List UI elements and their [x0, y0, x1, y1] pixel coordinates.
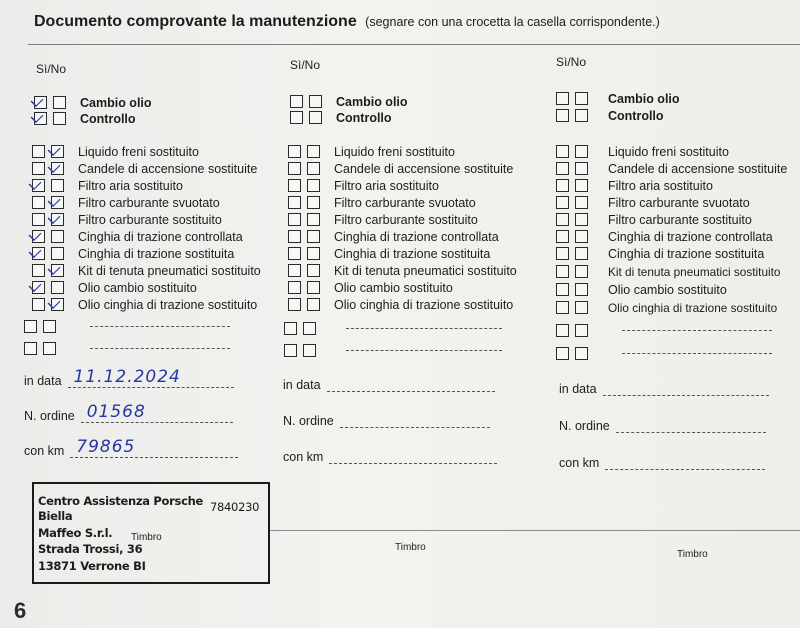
checkbox-no[interactable] [307, 298, 320, 311]
checkbox-no[interactable] [307, 264, 320, 277]
checkbox-si[interactable] [284, 344, 297, 357]
date-field [24, 367, 234, 388]
row-blank [556, 322, 772, 339]
km-label: con km [559, 456, 600, 470]
checkbox-no[interactable] [307, 281, 320, 294]
page-number: 6 [14, 598, 27, 623]
row-controllo [290, 109, 392, 126]
title-main: Documento comprovante la manutenzione [34, 13, 357, 30]
km-label: con km [283, 450, 324, 464]
checkbox-no[interactable] [303, 344, 316, 357]
item-label: Olio cambio sostituito [608, 282, 727, 297]
blank-line[interactable] [622, 353, 772, 354]
checkbox-si[interactable] [32, 179, 45, 192]
stamp-line-4: Strada Trossi, 36 [38, 542, 143, 556]
checkbox-si[interactable] [556, 283, 569, 296]
order-input[interactable] [81, 402, 233, 423]
item-label: Kit di tenuta pneumatici sostituito [334, 263, 517, 278]
date-input[interactable] [327, 377, 495, 392]
row-item [32, 177, 183, 194]
checkbox-si[interactable] [32, 162, 45, 175]
row-item [288, 228, 499, 245]
checkbox-si[interactable] [556, 145, 569, 158]
km-field [24, 437, 238, 458]
item-label: Filtro aria sostituito [78, 178, 183, 193]
row-item [556, 211, 752, 228]
date-field [559, 381, 769, 396]
checkbox-no[interactable] [51, 213, 64, 226]
stamp-line-2: Biella [38, 509, 73, 523]
item-label: Liquido freni sostituito [608, 144, 729, 159]
item-label: Candele di accensione sostituite [78, 161, 258, 176]
date-label: in data [559, 382, 597, 396]
checkbox-no[interactable] [51, 230, 64, 243]
item-label: Kit di tenuta pneumatici sostituito [608, 264, 781, 279]
checkbox-si[interactable] [556, 265, 569, 278]
checkbox-no[interactable] [307, 196, 320, 209]
row-item [288, 143, 455, 160]
checkbox-si[interactable] [32, 281, 45, 294]
checkbox-no[interactable] [575, 179, 588, 192]
checkbox-si[interactable] [556, 92, 569, 105]
checkbox-si[interactable] [556, 324, 569, 337]
date-input[interactable] [603, 381, 769, 396]
blank-line[interactable] [346, 350, 502, 351]
item-label: Olio cinghia di trazione sostituito [334, 297, 514, 312]
checkbox-no[interactable] [575, 230, 588, 243]
date-handwritten: 11.12.2024 [73, 367, 181, 387]
item-label: Cambio olio [80, 95, 152, 110]
row-item [288, 279, 453, 296]
item-label: Olio cinghia di trazione sostituito [78, 297, 258, 312]
checkbox-no[interactable] [575, 265, 588, 278]
checkbox-si[interactable] [34, 112, 47, 125]
checkbox-si[interactable] [556, 213, 569, 226]
checkbox-no[interactable] [575, 162, 588, 175]
checkbox-no[interactable] [53, 96, 66, 109]
item-label: Liquido freni sostituito [78, 144, 199, 159]
row-item [32, 262, 261, 279]
item-label: Cambio olio [336, 94, 408, 109]
order-field [283, 413, 490, 428]
date-label: in data [283, 378, 321, 392]
row-item [288, 177, 439, 194]
date-label: in data [24, 374, 62, 388]
header-si-no: Sì/No [556, 55, 587, 69]
row-blank [24, 340, 230, 357]
checkbox-si[interactable] [32, 264, 45, 277]
km-input[interactable] [70, 437, 238, 458]
header-si-no: Sì/No [290, 58, 321, 72]
checkbox-no[interactable] [575, 324, 588, 337]
item-label: Filtro carburante sostituito [334, 212, 478, 227]
checkbox-no[interactable] [575, 247, 588, 260]
checkbox-no[interactable] [51, 247, 64, 260]
header-si-no: Sì/No [36, 62, 67, 76]
checkbox-no[interactable] [307, 145, 320, 158]
row-item [32, 228, 243, 245]
checkbox-si[interactable] [290, 111, 303, 124]
km-handwritten: 79865 [76, 437, 136, 457]
item-label: Cinghia di trazione sostituita [334, 246, 491, 261]
date-input[interactable] [68, 367, 234, 388]
checkbox-si[interactable] [556, 109, 569, 122]
row-blank [284, 342, 502, 359]
row-item [556, 228, 773, 245]
row-item [288, 245, 490, 262]
checkbox-no[interactable] [307, 247, 320, 260]
checkbox-si[interactable] [32, 196, 45, 209]
order-label: N. ordine [283, 414, 334, 428]
checkbox-si[interactable] [24, 320, 37, 333]
row-cambio-olio [34, 94, 152, 111]
item-label: Olio cinghia di trazione sostituito [608, 300, 778, 315]
page-title [34, 13, 660, 31]
checkbox-no[interactable] [307, 213, 320, 226]
item-label: Cinghia di trazione controllata [78, 229, 243, 244]
item-label: Filtro carburante svuotato [608, 195, 750, 210]
item-label: Filtro carburante sostituito [78, 212, 222, 227]
row-item [556, 160, 787, 177]
checkbox-no[interactable] [51, 196, 64, 209]
row-item [32, 211, 222, 228]
item-label: Controllo [608, 108, 664, 123]
blank-line[interactable] [622, 330, 772, 331]
blank-line[interactable] [90, 348, 230, 349]
checkbox-si[interactable] [556, 301, 569, 314]
row-item [32, 160, 257, 177]
item-label: Filtro aria sostituito [334, 178, 439, 193]
checkbox-si[interactable] [288, 145, 301, 158]
item-label: Cinghia di trazione controllata [608, 229, 773, 244]
km-field [283, 449, 497, 464]
order-input[interactable] [340, 413, 490, 428]
km-input[interactable] [605, 455, 765, 470]
checkbox-si[interactable] [556, 247, 569, 260]
order-field [24, 402, 233, 423]
checkbox-si[interactable] [288, 281, 301, 294]
checkbox-si[interactable] [556, 162, 569, 175]
row-item [556, 245, 764, 262]
checkbox-si[interactable] [24, 342, 37, 355]
timbro-label: Timbro [395, 542, 426, 553]
item-label: Candele di accensione sostituite [334, 161, 514, 176]
timbro-label: Timbro [677, 549, 708, 560]
row-item [556, 263, 780, 280]
item-label: Filtro carburante svuotato [78, 195, 220, 210]
checkbox-si[interactable] [284, 322, 297, 335]
checkbox-si[interactable] [556, 347, 569, 360]
row-cambio-olio [556, 90, 680, 107]
checkbox-no[interactable] [307, 230, 320, 243]
checkbox-si[interactable] [32, 145, 45, 158]
row-item [288, 160, 513, 177]
item-label: Cinghia di trazione controllata [334, 229, 499, 244]
row-item [32, 245, 234, 262]
checkbox-si[interactable] [288, 179, 301, 192]
checkbox-no[interactable] [307, 162, 320, 175]
checkbox-no[interactable] [575, 109, 588, 122]
item-label: Olio cambio sostituito [334, 280, 453, 295]
checkbox-no[interactable] [309, 111, 322, 124]
row-item [556, 177, 713, 194]
item-label: Filtro aria sostituito [608, 178, 713, 193]
row-item [32, 279, 197, 296]
checkbox-si[interactable] [556, 196, 569, 209]
order-field [559, 418, 766, 433]
checkbox-si[interactable] [32, 230, 45, 243]
row-item [288, 262, 517, 279]
checkbox-si[interactable] [290, 95, 303, 108]
row-cambio-olio [290, 93, 408, 110]
row-blank [24, 318, 230, 335]
item-label: Controllo [80, 111, 136, 126]
row-blank [284, 320, 502, 337]
checkbox-no[interactable] [51, 281, 64, 294]
row-item [556, 143, 729, 160]
row-item [556, 194, 750, 211]
item-label: Cinghia di trazione sostituita [78, 246, 235, 261]
row-controllo [556, 107, 664, 124]
checkbox-si[interactable] [288, 162, 301, 175]
row-controllo [34, 110, 136, 127]
checkbox-no[interactable] [575, 283, 588, 296]
row-blank [556, 345, 772, 362]
checkbox-no[interactable] [51, 179, 64, 192]
stamp-line-1: Centro Assistenza Porsche [38, 494, 203, 508]
checkbox-no[interactable] [51, 298, 64, 311]
item-label: Cambio olio [608, 91, 680, 106]
item-label: Olio cambio sostituito [78, 280, 197, 295]
row-item [32, 143, 199, 160]
item-label: Liquido freni sostituito [334, 144, 455, 159]
checkbox-no[interactable] [303, 322, 316, 335]
stamp-line-5: 13871 Verrone BI [38, 559, 146, 573]
checkbox-no[interactable] [43, 320, 56, 333]
blank-line[interactable] [90, 326, 230, 327]
checkbox-no[interactable] [51, 162, 64, 175]
checkbox-si[interactable] [288, 213, 301, 226]
checkbox-si[interactable] [34, 96, 47, 109]
stamp-code: 7840230 [210, 500, 260, 514]
dealer-stamp [32, 482, 270, 584]
row-item [288, 211, 478, 228]
checkbox-no[interactable] [51, 264, 64, 277]
km-field [559, 455, 765, 470]
checkbox-si[interactable] [32, 213, 45, 226]
order-label: N. ordine [559, 419, 610, 433]
order-handwritten: 01568 [86, 402, 146, 422]
checkbox-si[interactable] [556, 230, 569, 243]
checkbox-si[interactable] [556, 179, 569, 192]
checkbox-no[interactable] [307, 179, 320, 192]
item-label: Kit di tenuta pneumatici sostituito [78, 263, 261, 278]
km-input[interactable] [329, 449, 497, 464]
checkbox-no[interactable] [43, 342, 56, 355]
checkbox-no[interactable] [575, 196, 588, 209]
checkbox-no[interactable] [309, 95, 322, 108]
signature-divider [270, 530, 800, 531]
order-input[interactable] [616, 418, 766, 433]
item-label: Filtro carburante sostituito [608, 212, 752, 227]
date-field [283, 377, 495, 392]
row-item [32, 296, 257, 313]
row-item [556, 299, 777, 316]
row-item [32, 194, 220, 211]
checkbox-si[interactable] [32, 298, 45, 311]
item-label: Candele di accensione sostituite [608, 161, 788, 176]
checkbox-si[interactable] [288, 247, 301, 260]
title-sub: (segnare con una crocetta la casella corrispondente.) [365, 15, 660, 29]
checkbox-no[interactable] [575, 347, 588, 360]
checkbox-si[interactable] [288, 264, 301, 277]
blank-line[interactable] [346, 328, 502, 329]
checkbox-no[interactable] [575, 213, 588, 226]
checkbox-no[interactable] [53, 112, 66, 125]
checkbox-no[interactable] [575, 301, 588, 314]
checkbox-no[interactable] [575, 92, 588, 105]
km-label: con km [24, 444, 65, 458]
item-label: Controllo [336, 110, 392, 125]
checkbox-no[interactable] [51, 145, 64, 158]
item-label: Filtro carburante svuotato [334, 195, 476, 210]
checkbox-si[interactable] [32, 247, 45, 260]
checkbox-si[interactable] [288, 230, 301, 243]
row-item [556, 281, 727, 298]
stamp-timbro-label: Timbro [131, 532, 162, 543]
item-label: Cinghia di trazione sostituita [608, 246, 765, 261]
order-label: N. ordine [24, 409, 75, 423]
checkbox-no[interactable] [575, 145, 588, 158]
top-divider [28, 44, 800, 45]
row-item [288, 296, 513, 313]
row-item [288, 194, 476, 211]
checkbox-si[interactable] [288, 298, 301, 311]
checkbox-si[interactable] [288, 196, 301, 209]
stamp-line-3: Maffeo S.r.l. [38, 526, 113, 540]
